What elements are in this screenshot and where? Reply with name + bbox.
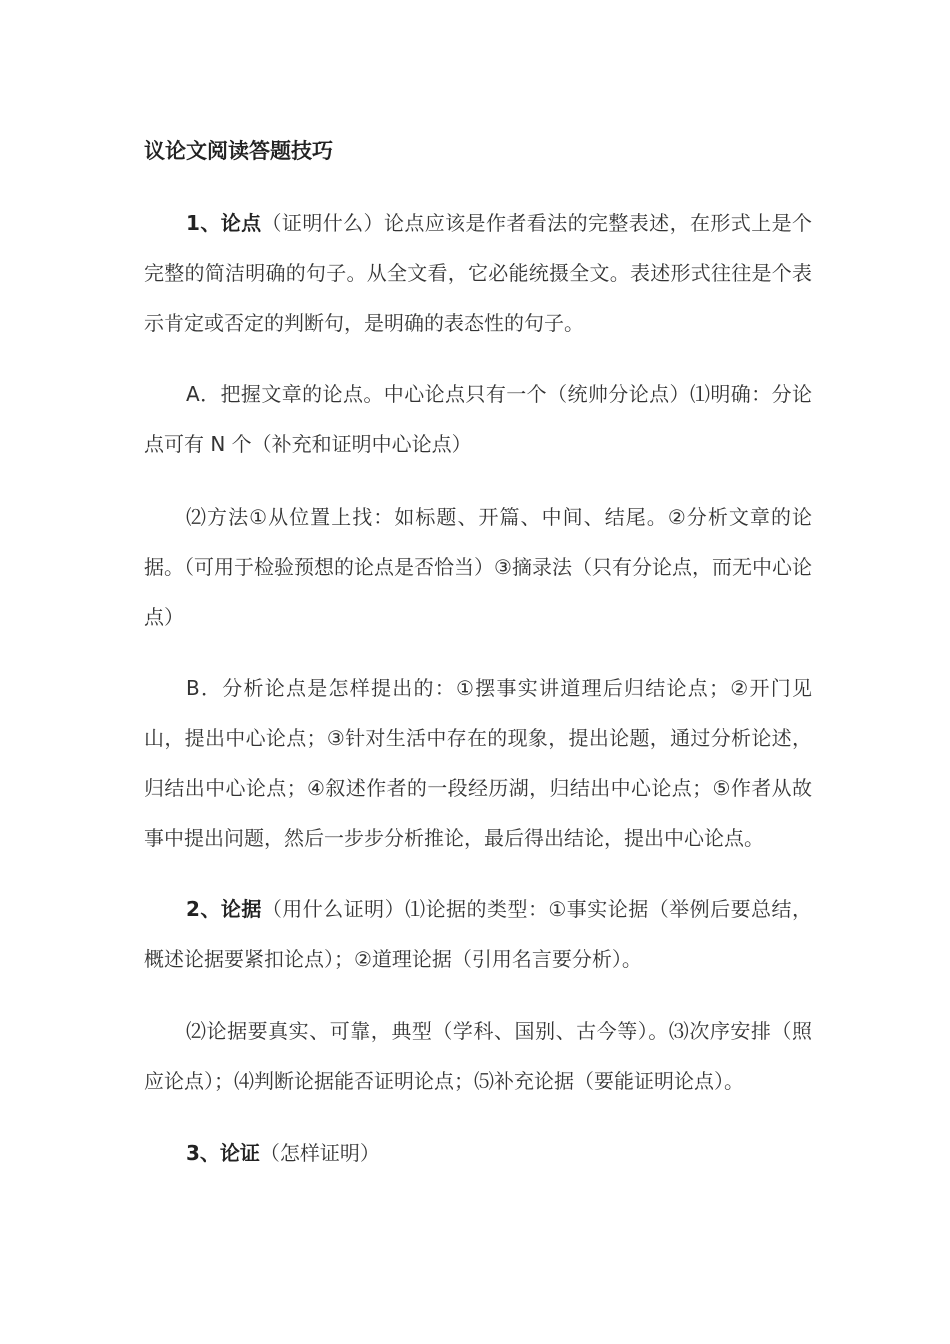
paragraph-text: （用什么证明）⑴论据的类型：①事实论据（举例后要总结，概述论据要紧扣论点）；②道理论据（引用名言要分析）。 xyxy=(144,897,812,971)
paragraph-text: B．分析论点是怎样提出的：①摆事实讲道理后归结论点；②开门见山，提出中心论点；③针对生活中存在的现象，提出论题，通过分析论述，归结出中心论点；④叙述作者的一段经历湖，归结出中心论点；⑤作者从故事中提出问题，然后一步步分析推论，最后得出结论，提出中心论点。 xyxy=(144,676,812,850)
paragraph-argumentation xyxy=(144,1128,812,1178)
paragraph-text: （证明什么）论点应该是作者看法的完整表述，在形式上是个完整的简洁明确的句子。从全文看，它必能统摄全文。表述形式往往是个表示肯定或否定的判断句，是明确的表态性的句子。 xyxy=(144,211,812,335)
paragraph-how-thesis-raised xyxy=(144,663,812,863)
paragraph-text: （怎样证明） xyxy=(259,1141,380,1165)
paragraph-text: ⑵方法①从位置上找：如标题、开篇、中间、结尾。②分析文章的论据。（可用于检验预想的论点是否恰当）③摘录法（只有分论点，而无中心论点） xyxy=(144,505,812,629)
paragraph-evidence-requirements xyxy=(144,1006,812,1106)
section-heading-thesis: 1、论点 xyxy=(186,211,262,235)
paragraph-text: ⑵论据要真实、可靠，典型（学科、国别、古今等）。⑶次序安排（照应论点）；⑷判断论据能否证明论点；⑸补充论据（要能证明论点）。 xyxy=(144,1019,812,1093)
paragraph-grasp-thesis xyxy=(144,369,812,469)
paragraph-method xyxy=(144,492,812,642)
paragraph-thesis xyxy=(144,198,812,348)
section-heading-argumentation: 3、论证 xyxy=(186,1141,260,1165)
paragraph-evidence xyxy=(144,884,812,984)
document-title: 议论文阅读答题技巧 xyxy=(144,139,333,163)
paragraph-text: A．把握文章的论点。中心论点只有一个（统帅分论点）⑴明确：分论点可有 N 个（补充和证明中心论点） xyxy=(144,382,812,456)
section-heading-evidence: 2、论据 xyxy=(186,897,262,921)
